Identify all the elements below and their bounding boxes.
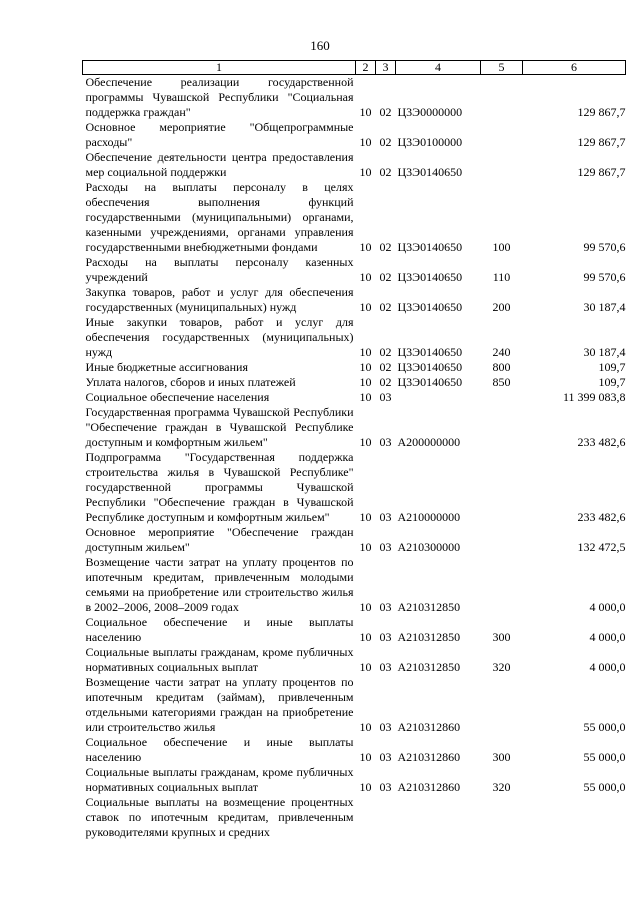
column-header-target-article: 4 [396,61,481,75]
row-section-cell: 10 [359,375,372,389]
row-target-article-cell: A210000000 [397,510,461,524]
table-row [83,315,626,360]
row-section-cell: 10 [359,270,372,284]
table-row [83,795,626,840]
row-amount-cell: 55 000,0 [583,780,626,794]
row-subsection-cell: 03 [379,750,392,764]
row-name-cell: Социальное обеспечение и иные выплаты населению [85,615,354,644]
row-amount-cell: 233 482,6 [577,435,626,449]
row-target-article-cell: A210312860 [397,720,461,734]
row-subsection-cell: 02 [379,345,392,359]
table-row [83,390,626,405]
table-row [83,120,626,150]
row-section-cell: 10 [359,435,372,449]
row-target-article-cell: A210312860 [397,780,461,794]
table-body [83,75,626,841]
row-name-cell: Иные закупки товаров, работ и услуг для обеспечения государственных (муниципальных) нужд [85,315,354,359]
row-name-cell: Подпрограмма "Государственная поддержка строительства жилья в Чувашской Республике" государственной программы Чувашской Республики "Обеспечение граждан в Чувашской Республике доступным и комфортным жильем" [85,450,354,524]
row-name-cell: Социальные выплаты на возмещение процентных ставок по ипотечным кредитам, привлеченным руководителями крупных и средних [85,795,354,839]
row-target-article-cell: A210312850 [397,600,461,614]
row-amount-cell: 129 867,7 [577,135,626,149]
row-subsection-cell: 03 [379,435,392,449]
row-expense-type-cell [481,525,523,555]
row-expense-type-cell: 800 [492,360,511,374]
row-section-cell: 10 [359,390,372,404]
row-subsection-cell: 02 [379,270,392,284]
row-target-article-cell: A210312850 [397,630,461,644]
table-row [83,75,626,121]
row-name-cell: Социальные выплаты гражданам, кроме публичных нормативных социальных выплат [85,645,354,674]
row-subsection-cell: 03 [379,660,392,674]
row-name-cell: Государственная программа Чувашской Республики "Обеспечение граждан в Чувашской Республике доступным и комфортным жильем" [85,405,354,449]
row-name-cell: Основное мероприятие "Общепрограммные расходы" [85,120,354,149]
row-amount-cell: 109,7 [598,360,626,374]
table-row [83,765,626,795]
row-section-cell: 10 [359,105,372,119]
row-amount-cell: 233 482,6 [577,510,626,524]
row-name-cell: Социальное обеспечение населения [85,390,270,404]
row-subsection-cell [376,795,396,840]
row-expense-type-cell [481,75,523,121]
row-subsection-cell: 03 [379,540,392,554]
row-expense-type-cell: 300 [492,750,511,764]
table-row [83,675,626,735]
row-subsection-cell: 02 [379,135,392,149]
row-amount-cell: 129 867,7 [577,105,626,119]
row-expense-type-cell [481,390,523,405]
row-target-article-cell: Ц3Э0140650 [397,240,463,254]
row-subsection-cell: 02 [379,165,392,179]
column-header-subsection: 3 [376,61,396,75]
row-subsection-cell: 03 [379,630,392,644]
column-header-amount: 6 [523,61,626,75]
row-amount-cell: 132 472,5 [577,540,626,554]
page-number: 160 [310,38,330,53]
row-name-cell: Расходы на выплаты персоналу казенных учреждений [85,255,354,284]
row-section-cell: 10 [359,660,372,674]
budget-table [82,60,626,840]
row-amount-cell: 55 000,0 [583,720,626,734]
row-target-article-cell: A210312850 [397,660,461,674]
row-target-article-cell: Ц3Э0140650 [397,375,463,389]
row-expense-type-cell [481,120,523,150]
column-header-expense-type: 5 [481,61,523,75]
row-amount-cell: 99 570,6 [583,270,626,284]
row-expense-type-cell [481,555,523,615]
row-section-cell: 10 [359,360,372,374]
row-name-cell: Обеспечение реализации государственной программы Чувашской Республики "Социальная поддержка граждан" [85,75,354,119]
row-name-cell: Иные бюджетные ассигнования [85,360,248,374]
table-row [83,255,626,285]
row-section-cell: 10 [359,630,372,644]
row-name-cell: Возмещение части затрат на уплату процентов по ипотечным кредитам, привлеченным молодыми семьями на приобретение или строительство жилья в 2002–2006, 2008–2009 годах [85,555,354,614]
row-target-article-cell: A210312860 [397,750,461,764]
row-target-article-cell: Ц3Э0100000 [397,135,463,149]
column-header-name: 1 [83,61,356,75]
table-row [83,375,626,390]
row-amount-cell: 30 187,4 [583,300,626,314]
table-row [83,360,626,375]
row-expense-type-cell [481,405,523,450]
column-header-section: 2 [356,61,376,75]
row-expense-type-cell [481,675,523,735]
row-section-cell: 10 [359,540,372,554]
row-target-article-cell [396,795,481,840]
row-expense-type-cell: 240 [492,345,511,359]
row-section-cell: 10 [359,780,372,794]
row-amount-cell: 109,7 [598,375,626,389]
row-amount-cell: 129 867,7 [577,165,626,179]
row-amount-cell: 55 000,0 [583,750,626,764]
row-target-article-cell: Ц3Э0000000 [397,105,463,119]
row-name-cell: Расходы на выплаты персоналу в целях обеспечения выполнения функций государственными (муниципальными) органами, казенными учреждениями, органами управления государственными внебюджетными фондами [85,180,354,254]
row-subsection-cell: 03 [379,600,392,614]
row-name-cell: Возмещение части затрат на уплату процентов по ипотечным кредитам (займам), привлеченным отдельными категориями граждан на приобретение или строительство жилья [85,675,354,734]
row-name-cell: Уплата налогов, сборов и иных платежей [85,375,296,389]
row-name-cell: Основное мероприятие "Обеспечение граждан доступным жильем" [85,525,354,554]
row-subsection-cell: 03 [379,390,392,404]
row-subsection-cell: 02 [379,300,392,314]
table-row [83,555,626,615]
row-expense-type-cell: 850 [492,375,511,389]
row-subsection-cell: 03 [379,780,392,794]
row-target-article-cell: A200000000 [397,435,461,449]
row-section-cell: 10 [359,510,372,524]
row-name-cell: Обеспечение деятельности центра предоставления мер социальной поддержки [85,150,354,179]
table-row [83,525,626,555]
row-name-cell: Социальное обеспечение и иные выплаты населению [85,735,354,764]
table-row [83,645,626,675]
row-section-cell: 10 [359,750,372,764]
row-amount-cell: 4 000,0 [589,600,626,614]
row-name-cell: Закупка товаров, работ и услуг для обеспечения государственных (муниципальных) нужд [85,285,354,314]
row-expense-type-cell [481,795,523,840]
row-expense-type-cell: 100 [492,240,511,254]
row-amount-cell: 30 187,4 [583,345,626,359]
row-expense-type-cell [481,150,523,180]
row-subsection-cell: 02 [379,375,392,389]
row-expense-type-cell: 300 [492,630,511,644]
table-row [83,180,626,255]
table-row [83,405,626,450]
row-amount-cell: 99 570,6 [583,240,626,254]
row-section-cell: 10 [359,165,372,179]
row-amount-cell: 11 399 083,8 [562,390,626,404]
row-subsection-cell: 02 [379,240,392,254]
row-section-cell: 10 [359,300,372,314]
row-expense-type-cell: 200 [492,300,511,314]
table-row [83,285,626,315]
row-section-cell: 10 [359,720,372,734]
row-expense-type-cell: 320 [492,780,511,794]
row-target-article-cell: Ц3Э0140650 [397,300,463,314]
row-name-cell: Социальные выплаты гражданам, кроме публичных нормативных социальных выплат [85,765,354,794]
row-target-article-cell: A210300000 [397,540,461,554]
row-amount-cell: 4 000,0 [589,630,626,644]
table-row [83,150,626,180]
row-target-article-cell: Ц3Э0140650 [397,345,463,359]
row-amount-cell: 4 000,0 [589,660,626,674]
row-target-article-cell [396,390,481,405]
row-expense-type-cell: 320 [492,660,511,674]
row-expense-type-cell [481,450,523,525]
row-section-cell: 10 [359,345,372,359]
row-target-article-cell: Ц3Э0140650 [397,270,463,284]
table-row [83,450,626,525]
table-row [83,615,626,645]
row-amount-cell [523,795,626,840]
row-target-article-cell: Ц3Э0140650 [397,165,463,179]
row-subsection-cell: 02 [379,360,392,374]
table-row [83,735,626,765]
row-section-cell: 10 [359,240,372,254]
row-target-article-cell: Ц3Э0140650 [397,360,463,374]
row-subsection-cell: 03 [379,720,392,734]
row-subsection-cell: 02 [379,105,392,119]
table-header-row [83,61,626,75]
row-section-cell: 10 [359,135,372,149]
row-section-cell: 10 [359,600,372,614]
row-subsection-cell: 03 [379,510,392,524]
row-expense-type-cell: 110 [492,270,511,284]
row-section-cell [356,795,376,840]
